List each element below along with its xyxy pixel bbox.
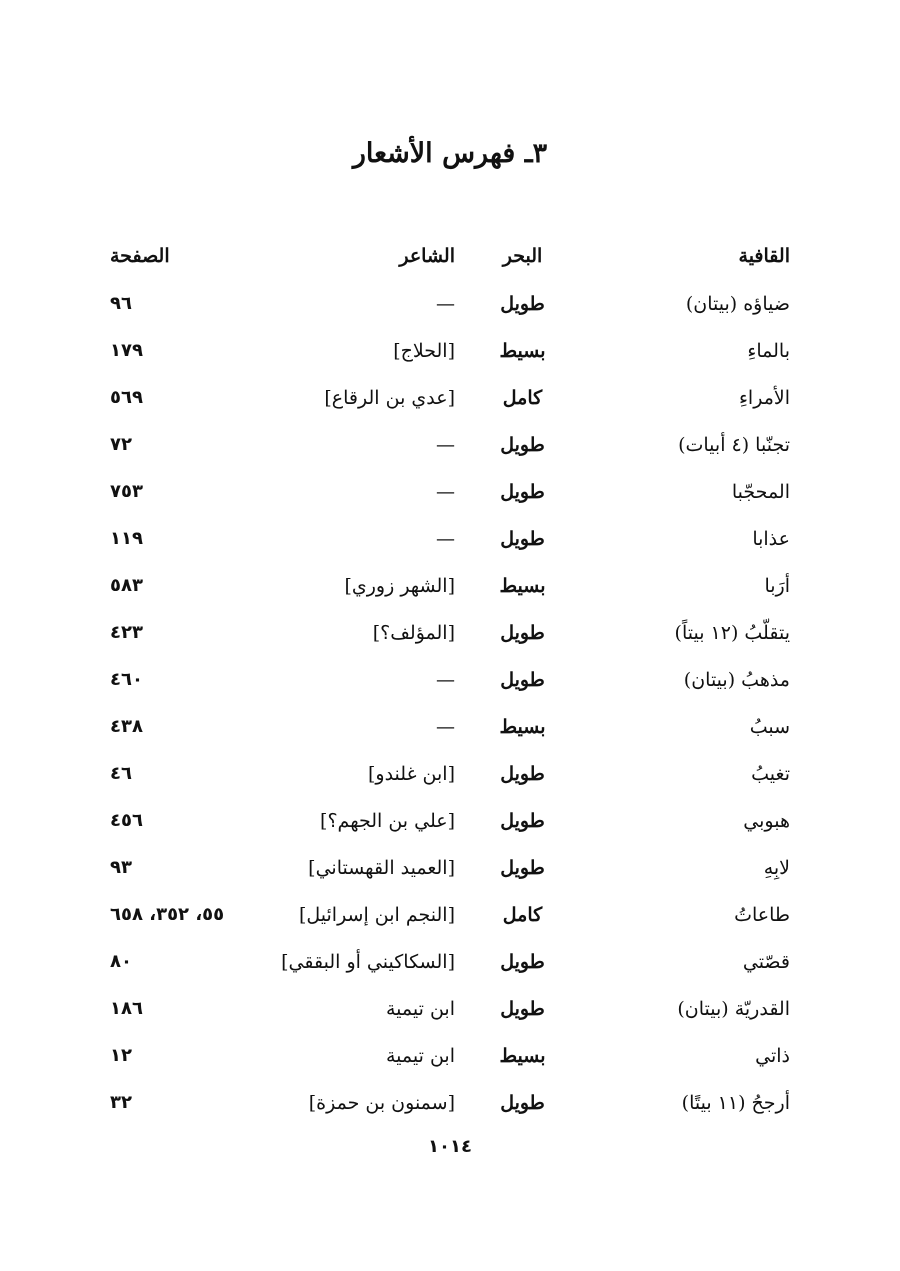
cell-poet: [علي بن الجهم؟] (320, 809, 455, 832)
table-row (110, 374, 790, 421)
cell-page: ٥٨٣ (110, 575, 143, 596)
cell-page: ١٢ (110, 1045, 132, 1066)
poetry-index-table (110, 232, 790, 1126)
cell-rhyme: بالماءِ (747, 339, 790, 362)
cell-poet: [العميد القهستاني] (308, 856, 455, 879)
cell-page: ٤٦٠ (110, 669, 143, 690)
cell-rhyme: قصّتي (742, 950, 790, 973)
cell-rhyme: تغيبُ (751, 762, 790, 785)
cell-page: ٤٢٣ (110, 622, 143, 643)
cell-meter: طويل (500, 292, 545, 315)
cell-meter: بسيط (499, 715, 546, 738)
cell-page: ٩٣ (110, 857, 132, 878)
table-row (110, 562, 790, 609)
cell-rhyme: ذاتي (755, 1044, 790, 1067)
cell-meter: طويل (500, 480, 545, 503)
cell-page: ٩٦ (110, 293, 132, 314)
cell-poet: [النجم ابن إسرائيل] (298, 903, 455, 926)
cell-meter: بسيط (499, 339, 546, 362)
cell-poet: [ابن غلندو] (367, 762, 455, 785)
table-row (110, 515, 790, 562)
table-row (110, 985, 790, 1032)
cell-poet: ابن تيمية (386, 1044, 455, 1067)
cell-meter: طويل (500, 809, 545, 832)
header-poet: الشاعر (399, 245, 455, 267)
cell-poet: — (436, 668, 455, 691)
cell-meter: طويل (500, 668, 545, 691)
table-row (110, 750, 790, 797)
cell-meter: طويل (500, 762, 545, 785)
cell-poet: [سمنون بن حمزة] (308, 1091, 455, 1114)
cell-poet: [الحلاج] (393, 339, 455, 362)
cell-poet: [المؤلف؟] (372, 621, 455, 644)
cell-rhyme: أرَبا (764, 574, 790, 597)
cell-rhyme: يتقلّبُ (١٢ بيتاً) (674, 621, 790, 644)
cell-meter: طويل (500, 621, 545, 644)
cell-page: ٥٦٩ (110, 387, 143, 408)
cell-rhyme: تجنّبا (٤ أبيات) (678, 433, 790, 456)
table-row (110, 656, 790, 703)
cell-meter: بسيط (499, 1044, 546, 1067)
cell-page: ٤٦ (110, 763, 132, 784)
cell-poet: [السكاكيني أو البققي] (281, 950, 455, 973)
table-row (110, 1032, 790, 1079)
cell-page: ٥٥، ٣٥٢، ٦٥٨ (110, 904, 225, 925)
cell-meter: طويل (500, 527, 545, 550)
cell-page: ٤٣٨ (110, 716, 143, 737)
cell-meter: طويل (500, 433, 545, 456)
cell-rhyme: سببُ (749, 715, 790, 738)
table-row (110, 891, 790, 938)
cell-rhyme: أرجحُ (١١ بيتًا) (681, 1091, 790, 1114)
table-row (110, 468, 790, 515)
cell-page: ٣٢ (110, 1092, 132, 1113)
cell-poet: — (436, 433, 455, 456)
cell-meter: كامل (502, 386, 543, 409)
cell-rhyme: مذهبُ (بيتان) (683, 668, 790, 691)
header-page: الصفحة (110, 245, 170, 267)
cell-poet: — (436, 292, 455, 315)
cell-meter: بسيط (499, 574, 546, 597)
cell-rhyme: الأمراءِ (739, 386, 790, 409)
table-row (110, 609, 790, 656)
cell-rhyme: هبوبي (743, 809, 790, 832)
cell-poet: — (436, 527, 455, 550)
table-row (110, 844, 790, 891)
cell-rhyme: لابِهِ (763, 856, 790, 879)
cell-rhyme: المحجّبا (731, 480, 790, 503)
page-number: ١٠١٤ (428, 1136, 472, 1157)
table-row (110, 1079, 790, 1126)
header-meter: البحر (502, 245, 543, 267)
table-row (110, 797, 790, 844)
cell-meter: طويل (500, 856, 545, 879)
cell-poet: ابن تيمية (386, 997, 455, 1020)
cell-page: ٤٥٦ (110, 810, 143, 831)
page-title: ٣ـ فهرس الأشعار (352, 138, 548, 169)
table-row (110, 421, 790, 468)
cell-rhyme: القدريّة (بيتان) (677, 997, 790, 1020)
table-row (110, 938, 790, 985)
table-row (110, 327, 790, 374)
cell-meter: طويل (500, 1091, 545, 1114)
cell-poet: [عدي بن الرقاع] (324, 386, 455, 409)
cell-page: ٧٥٣ (110, 481, 143, 502)
cell-poet: [الشهر زوري] (344, 574, 455, 597)
table-row (110, 703, 790, 750)
header-rhyme: القافية (738, 245, 790, 267)
cell-page: ٧٢ (110, 434, 132, 455)
cell-rhyme: طاعاتُ (734, 903, 790, 926)
table-body (110, 280, 790, 1126)
cell-page: ١٨٦ (110, 998, 143, 1019)
cell-poet: — (436, 480, 455, 503)
cell-meter: طويل (500, 997, 545, 1020)
cell-meter: طويل (500, 950, 545, 973)
cell-rhyme: عذابا (752, 527, 790, 550)
cell-meter: كامل (502, 903, 543, 926)
cell-page: ١١٩ (110, 528, 143, 549)
cell-page: ٨٠ (110, 951, 132, 972)
cell-poet: — (436, 715, 455, 738)
cell-page: ١٧٩ (110, 340, 143, 361)
table-header-row (110, 232, 790, 280)
table-row (110, 280, 790, 327)
cell-rhyme: ضياؤه (بيتان) (685, 292, 790, 315)
